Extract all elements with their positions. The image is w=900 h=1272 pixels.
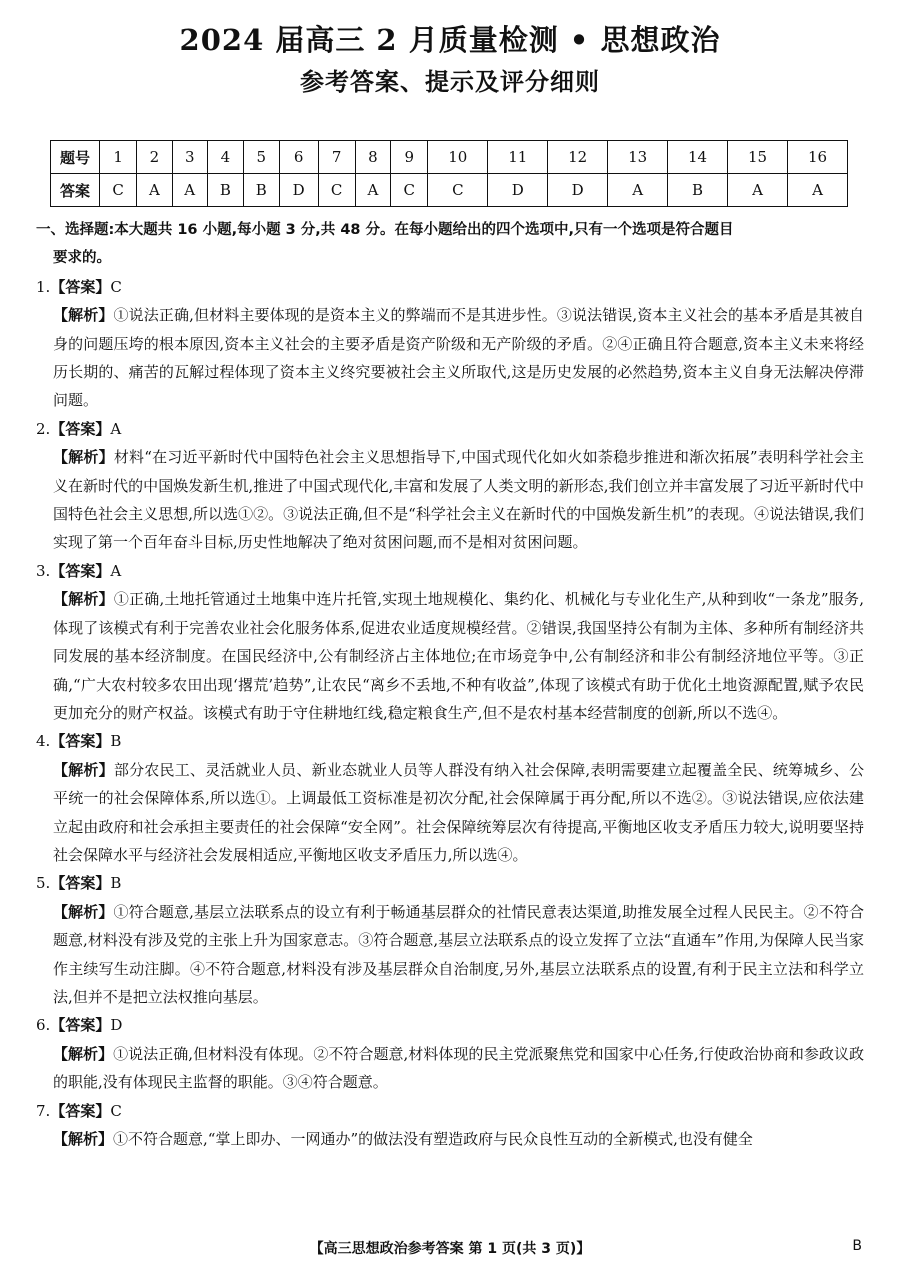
explanation-label: 【解析】	[53, 306, 114, 325]
question-number-cell: 16	[787, 141, 847, 174]
answer-value: A	[110, 561, 122, 580]
answer-cell: C	[428, 174, 488, 207]
explanation-text: ①说法正确,但材料主要体现的是资本主义的弊端而不是其进步性。③说法错误,资本主义社会的基本矛盾是其被自身的问题压垮的根本原因,资本主义社会的主要矛盾是资产阶级和无产阶级的矛盾。②④正确且符合题意,资本主义未来将经历长期的、痛苦的瓦解过程体现了资本主义终究要被社会主义所取代,这是历史发展的必然趋势,资本主义自身无法解决停滞问题。	[53, 306, 864, 410]
question-number: 1.	[36, 277, 51, 296]
answer-cell: A	[728, 174, 788, 207]
section-heading-line2: 要求的。	[53, 250, 111, 267]
question-answer-line	[36, 557, 864, 585]
question-number-cell: 8	[355, 141, 390, 174]
answer-value: D	[110, 1016, 123, 1035]
question-number-cell: 11	[488, 141, 548, 174]
question-number: 3.	[36, 561, 51, 580]
question-block	[36, 557, 864, 727]
answer-label: 【答案】	[50, 419, 111, 438]
page-footer	[0, 1238, 900, 1258]
answer-value: A	[110, 419, 122, 438]
question-number-cell: 12	[548, 141, 608, 174]
question-answer-line	[36, 1097, 864, 1125]
question-block	[36, 1011, 864, 1096]
question-block	[36, 1097, 864, 1154]
explanation-label: 【解析】	[53, 902, 114, 921]
answer-table-answer-row	[51, 174, 848, 207]
section-heading	[36, 216, 864, 273]
section-heading-line1: 一、选择题:本大题共 16 小题,每小题 3 分,共 48 分。在每小题给出的四个选项中,只有一个选项是符合题目	[36, 222, 734, 238]
question-answer-line	[36, 727, 864, 755]
document-title: 2024 届高三 2 月质量检测 • 思想政治	[179, 23, 721, 57]
question-number-cell: 13	[608, 141, 668, 174]
answer-label: 【答案】	[50, 1016, 111, 1035]
question-block	[36, 273, 864, 415]
answer-table-row-label: 答案	[51, 174, 100, 207]
question-number-cell: 4	[207, 141, 243, 174]
explanation-label: 【解析】	[53, 448, 114, 467]
footer-text: 【高三思想政治参考答案 第 1 页(共 3 页)】	[309, 1241, 591, 1257]
answer-cell: A	[787, 174, 847, 207]
answer-cell: D	[488, 174, 548, 207]
explanation-text: ①不符合题意,“掌上即办、一网通办”的做法没有塑造政府与民众良性互动的全新模式,也没有健全	[113, 1130, 753, 1148]
explanation-text: 部分农民工、灵活就业人员、新业态就业人员等人群没有纳入社会保障,表明需要建立起覆盖全民、统筹城乡、公平统一的社会保障体系,所以选①。上调最低工资标准是初次分配,社会保障属于再分配,所以不选②。③说法错误,应依法建立起由政府和社会承担主要责任的社会保障“安全网”。社会保障统筹层次有待提高,平衡地区收支矛盾压力较大,说明要坚持社会保障水平与经济社会发展相适应,平衡地区收支矛盾压力,所以选④。	[53, 760, 864, 864]
question-answer-line	[36, 415, 864, 443]
question-number-cell: 9	[391, 141, 428, 174]
answer-table-row-label: 题号	[51, 141, 100, 174]
answer-cell: B	[243, 174, 279, 207]
answer-cell: A	[355, 174, 390, 207]
explanation-label: 【解析】	[53, 760, 114, 779]
question-number-cell: 2	[137, 141, 172, 174]
explanation-label: 【解析】	[53, 1130, 114, 1148]
question-number: 5.	[36, 874, 51, 893]
explanation-text: 材料“在习近平新时代中国特色社会主义思想指导下,中国式现代化如火如荼稳步推进和渐次拓展”表明科学社会主义在新时代的中国焕发新生机,推进了中国式现代化,丰富和发展了人类文明的新形态,我们创立并丰富发展了习近平新时代中国特色社会主义思想,所以选①②。③说法正确,但不是“科学社会主义在新时代的中国焕发新生机”的表现。④说法错误,我们实现了第一个百年奋斗目标,历史性地解决了绝对贫困问题,而不是相对贫困问题。	[53, 448, 864, 552]
question-explanation	[36, 898, 864, 1012]
answer-value: C	[110, 277, 122, 296]
question-answer-line	[36, 273, 864, 301]
answer-label: 【答案】	[50, 874, 111, 893]
question-explanation	[36, 1125, 864, 1153]
answer-label: 【答案】	[50, 732, 111, 751]
answer-cell: C	[100, 174, 137, 207]
question-number-cell: 15	[728, 141, 788, 174]
document-body	[36, 216, 864, 1153]
answer-cell: C	[391, 174, 428, 207]
question-explanation	[36, 301, 864, 415]
answer-table-number-row	[51, 141, 848, 174]
question-answer-line	[36, 869, 864, 897]
question-number-cell: 1	[100, 141, 137, 174]
question-number: 6.	[36, 1016, 51, 1035]
question-block	[36, 869, 864, 1011]
question-explanation	[36, 443, 864, 557]
answer-cell: C	[318, 174, 355, 207]
answer-table	[50, 140, 848, 207]
answer-cell: B	[668, 174, 728, 207]
document-subtitle: 参考答案、提示及评分细则	[300, 67, 600, 96]
answer-label: 【答案】	[50, 561, 111, 580]
explanation-label: 【解析】	[53, 590, 114, 609]
version-label: B	[852, 1238, 862, 1254]
answer-cell: A	[608, 174, 668, 207]
answer-label: 【答案】	[50, 1101, 111, 1120]
explanation-text: ①符合题意,基层立法联系点的设立有利于畅通基层群众的社情民意表达渠道,助推发展全过程人民民主。②不符合题意,材料没有涉及党的主张上升为国家意志。③符合题意,基层立法联系点的设立发挥了立法“直通车”作用,为保障人民当家作主续写生动注脚。④不符合题意,材料没有涉及基层群众自治制度,另外,基层立法联系点的设置,有利于民主立法和科学立法,但并不是把立法权推向基层。	[53, 902, 864, 1006]
answer-value: C	[110, 1101, 122, 1120]
answer-cell: B	[207, 174, 243, 207]
explanation-text: ①说法正确,但材料没有体现。②不符合题意,材料体现的民主党派聚焦党和国家中心任务,行使政治协商和参政议政的职能,没有体现民主监督的职能。③④符合题意。	[53, 1044, 864, 1092]
question-number: 7.	[36, 1101, 51, 1120]
answer-cell: D	[548, 174, 608, 207]
question-block	[36, 415, 864, 557]
question-block	[36, 727, 864, 869]
question-number-cell: 6	[279, 141, 318, 174]
explanation-text: ①正确,土地托管通过土地集中连片托管,实现土地规模化、集约化、机械化与专业化生产,从种到收“一条龙”服务,体现了该模式有利于完善农业社会化服务体系,促进农业适度规模经营。②错误,我国坚持公有制为主体、多种所有制经济共同发展的基本经济制度。在国民经济中,公有制经济占主体地位;在市场竞争中,公有制经济和非公有制经济地位平等。③正确,“广大农村较多农田出现‘撂荒’趋势”,让农民“离乡不丢地,不种有收益”,体现了该模式有助于优化土地资源配置,赋予农民更加充分的财产权益。该模式有助于守住耕地红线,稳定粮食生产,但不是农村基本经营制度的创新,所以不选④。	[53, 590, 864, 722]
answer-label: 【答案】	[50, 277, 111, 296]
answer-cell: A	[137, 174, 172, 207]
answer-value: B	[110, 874, 122, 893]
question-explanation	[36, 585, 864, 727]
answer-cell: A	[172, 174, 207, 207]
question-number-cell: 14	[668, 141, 728, 174]
answer-value: B	[110, 732, 122, 751]
question-number-cell: 3	[172, 141, 207, 174]
question-number-cell: 5	[243, 141, 279, 174]
answer-cell: D	[279, 174, 318, 207]
question-answer-line	[36, 1011, 864, 1039]
question-explanation	[36, 1040, 864, 1097]
explanation-label: 【解析】	[53, 1044, 114, 1063]
question-number: 4.	[36, 732, 51, 751]
question-explanation	[36, 756, 864, 870]
question-number-cell: 10	[428, 141, 488, 174]
question-number: 2.	[36, 419, 51, 438]
question-number-cell: 7	[318, 141, 355, 174]
